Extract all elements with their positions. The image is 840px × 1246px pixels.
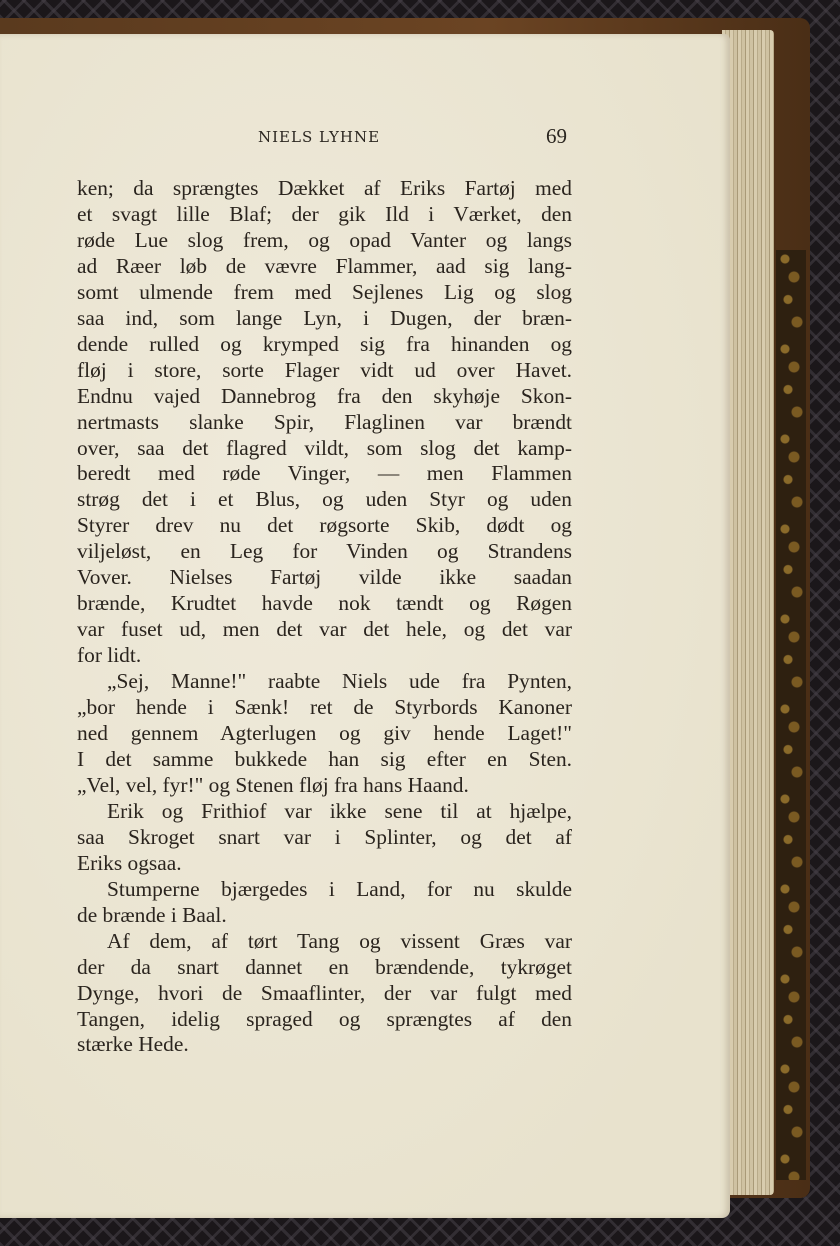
text-line: for lidt. <box>77 643 142 668</box>
text-line: Af dem, af tørt Tang og vissent Græs var <box>107 928 572 953</box>
text-line: Vover. Nielses Fartøj vilde ikke saadan <box>77 565 572 590</box>
text-line: de brænde i Baal. <box>77 902 227 927</box>
text-line: Erik og Frithiof var ikke sene til at hjælpe, <box>107 798 572 823</box>
text-line: ned gennem Agterlugen og giv hende Laget!" <box>77 721 572 746</box>
text-line: beredt med røde Vinger, — men Flammen <box>77 461 572 486</box>
text-line: Endnu vajed Dannebrog fra den skyhøje Skon- <box>77 383 572 408</box>
text-line: I det samme bukkede han sig efter en Sten. <box>77 746 572 771</box>
text-line: „Sej, Manne!" raabte Niels ude fra Pynten, <box>107 669 572 694</box>
page-number: 69 <box>546 124 567 148</box>
text-line: somt ulmende frem med Sejlenes Lig og slog <box>77 279 572 304</box>
text-line: ad Ræer løb de vævre Flammer, aad sig lang- <box>77 253 572 278</box>
text-line: „bor hende i Sænk! ret de Styrbords Kanoner <box>77 695 572 720</box>
text-line: der da snart dannet en brændende, tykrøget <box>77 954 572 979</box>
text-line: Styrer drev nu det røgsorte Skib, dødt og <box>77 513 572 538</box>
text-line: Stumperne bjærgedes i Land, for nu skulde <box>107 876 572 901</box>
text-line: Dynge, hvori de Smaaflinter, der var fulgt med <box>77 980 572 1005</box>
text-line: stærke Hede. <box>77 1032 189 1057</box>
text-line: et svagt lille Blaf; der gik Ild i Værket, den <box>77 201 572 226</box>
running-head: NIELS LYHNE <box>258 128 381 146</box>
text-line: nertmasts slanke Spir, Flaglinen var brændt <box>77 409 572 434</box>
text-line: over, saa det flagred vildt, som slog det kamp- <box>77 435 572 460</box>
text-line: saa ind, som lange Lyn, i Dugen, der bræn- <box>77 305 572 330</box>
text-line: røde Lue slog frem, og opad Vanter og langs <box>77 227 572 252</box>
text-line: brænde, Krudtet havde nok tændt og Røgen <box>77 591 572 616</box>
text-line: Eriks ogsaa. <box>77 850 182 875</box>
text-line: ken; da sprængtes Dækket af Eriks Fartøj med <box>77 176 572 200</box>
text-line: „Vel, vel, fyr!" og Stenen fløj fra hans Haand. <box>77 772 469 797</box>
body-text <box>77 176 572 1058</box>
text-line: Tangen, idelig spraged og sprængtes af den <box>77 1006 572 1031</box>
text-line: strøg det i et Blus, og uden Styr og uden <box>77 487 572 512</box>
text-line: viljeløst, en Leg for Vinden og Strandens <box>77 539 572 564</box>
marbled-cover-edge <box>776 250 806 1180</box>
text-line: fløj i store, sorte Flager vidt ud over Havet. <box>77 357 572 382</box>
text-line: var fuset ud, men det var det hele, og det var <box>77 617 572 642</box>
text-line: saa Skroget snart var i Splinter, og det af <box>77 824 572 849</box>
text-line: dende rulled og krymped sig fra hinanden og <box>77 331 572 356</box>
